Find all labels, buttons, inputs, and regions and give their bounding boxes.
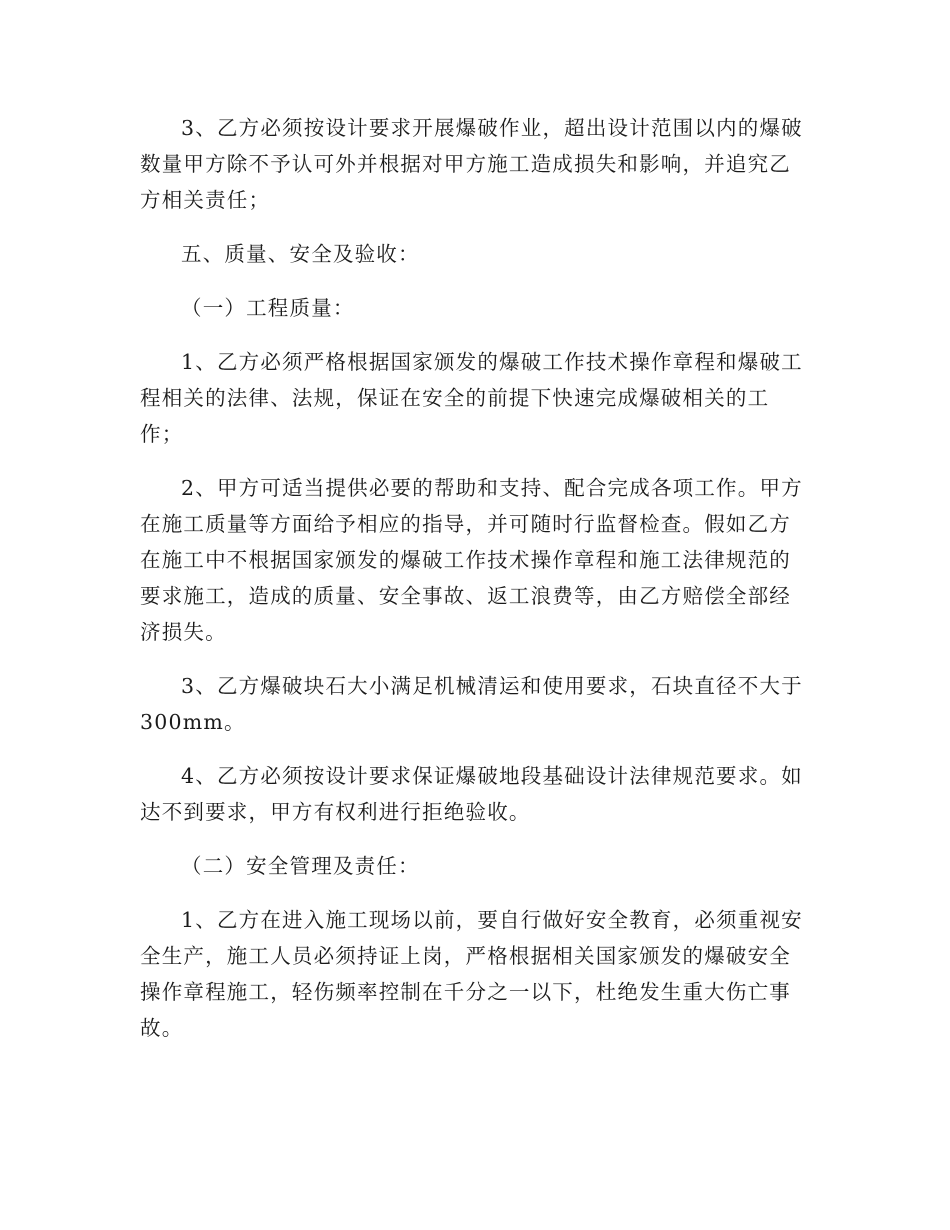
text-line: 全生产，施工人员必须持证上岗，严格根据相关国家颁发的爆破安全	[140, 944, 791, 968]
text-line: 方相关责任；	[140, 188, 271, 212]
text-line: 4、乙方必须按设计要求保证爆破地段基础设计法律规范要求。如	[181, 764, 803, 788]
text-line: 故。	[140, 1016, 184, 1040]
paragraph-quality-clause-2	[140, 470, 808, 650]
text-line: 2、甲方可适当提供必要的帮助和支持、配合完成各项工作。甲方	[181, 476, 803, 500]
paragraph-clause-3-blasting-scope	[140, 110, 808, 218]
text-line: 在施工中不根据国家颁发的爆破工作技术操作章程和施工法律规范的	[140, 548, 791, 572]
text-line: 作；	[140, 422, 184, 446]
text-line: 3、乙方爆破块石大小满足机械清运和使用要求，石块直径不大于	[181, 674, 803, 698]
text-line: 300mm。	[140, 710, 246, 734]
text-line: 数量甲方除不予认可外并根据对甲方施工造成损失和影响，并追究乙	[140, 152, 791, 176]
document-body	[140, 110, 808, 1064]
text-line: 1、乙方必须严格根据国家颁发的爆破工作技术操作章程和爆破工	[181, 350, 803, 374]
text-line: （一）工程质量：	[181, 296, 355, 320]
section-heading-quality-safety	[140, 236, 808, 272]
text-line: 操作章程施工，轻伤频率控制在千分之一以下，杜绝发生重大伤亡事	[140, 980, 791, 1004]
text-line: 3、乙方必须按设计要求开展爆破作业，超出设计范围以内的爆破	[181, 116, 803, 140]
subheading-safety-management	[140, 848, 808, 884]
text-line: 程相关的法律、法规，保证在安全的前提下快速完成爆破相关的工	[140, 386, 770, 410]
paragraph-safety-clause-1	[140, 902, 808, 1046]
text-line: 五、质量、安全及验收：	[181, 242, 420, 266]
paragraph-quality-clause-1	[140, 344, 808, 452]
text-line: 济损失。	[140, 620, 227, 644]
paragraph-quality-clause-3	[140, 668, 808, 740]
text-line: 1、乙方在进入施工现场以前，要自行做好安全教育，必须重视安	[181, 908, 803, 932]
text-line: 在施工质量等方面给予相应的指导，并可随时行监督检查。假如乙方	[140, 512, 791, 536]
subheading-engineering-quality	[140, 290, 808, 326]
text-line: （二）安全管理及责任：	[181, 854, 420, 878]
text-line: 达不到要求，甲方有权利进行拒绝验收。	[140, 800, 531, 824]
text-line: 要求施工，造成的质量、安全事故、返工浪费等，由乙方赔偿全部经	[140, 584, 791, 608]
paragraph-quality-clause-4	[140, 758, 808, 830]
